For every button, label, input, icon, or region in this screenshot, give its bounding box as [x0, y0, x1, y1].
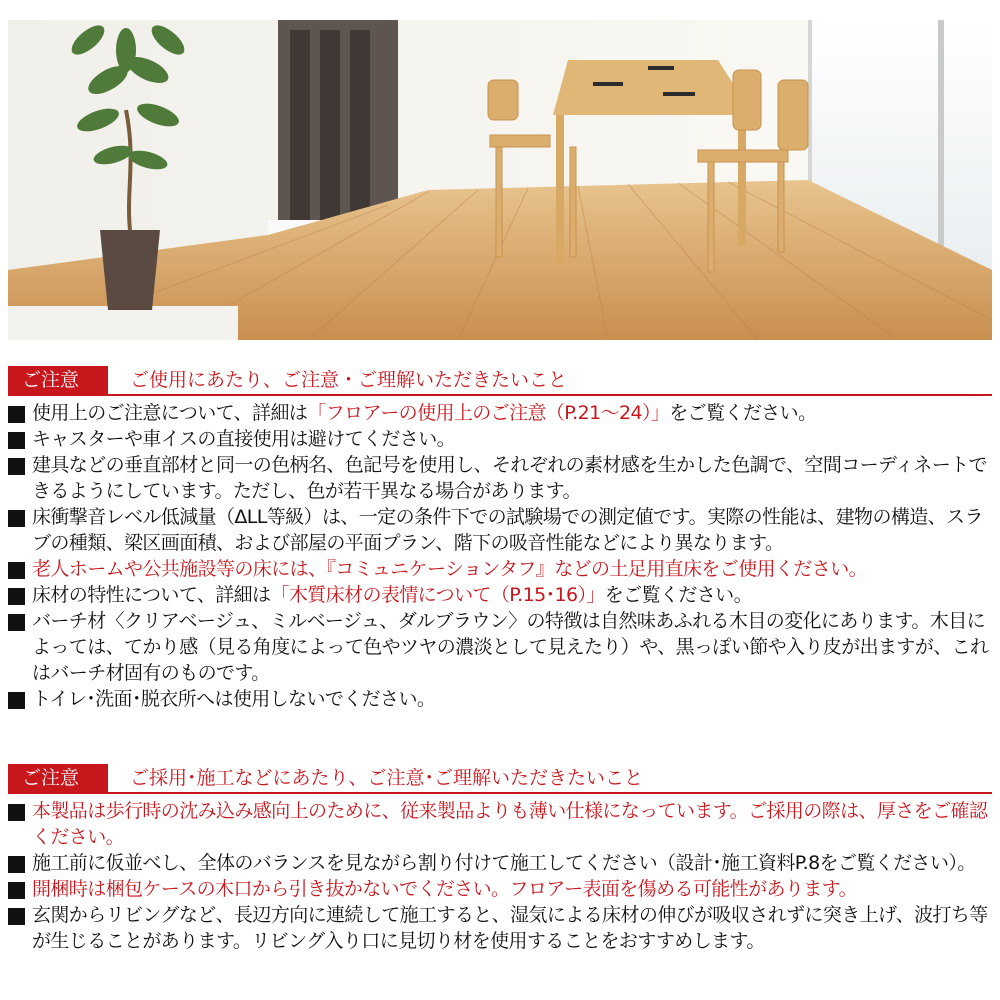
caution-tag: ご注意: [8, 366, 108, 394]
bullet-square-icon: [8, 692, 25, 709]
notice-section-installation: [8, 764, 992, 954]
list-item: 床衝撃音レベル低減量（ΔLL等級）は、一定の条件下での試験場での測定値です。実際の性能は、建物の構造、スラブの種類、梁区画面積、および部屋の平面プラン、階下の吸音性能などにより異なります。: [8, 504, 992, 556]
bullet-square-icon: [8, 510, 25, 527]
list-item: 床材の特性について、詳細は「木質床材の表情について（P.15･16）」をご覧ください。: [8, 582, 992, 608]
notice-list: [8, 400, 992, 712]
bullet-square-icon: [8, 562, 25, 579]
bullet-square-icon: [8, 406, 25, 423]
bullet-square-icon: [8, 804, 25, 821]
list-item: トイレ･洗面･脱衣所へは使用しないでください。: [8, 686, 992, 712]
list-item: 使用上のご注意について、詳細は「フロアーの使用上のご注意（P.21～24）」をご覧ください。: [8, 400, 992, 426]
reference-link-text: 「木質床材の表情について（P.15･16）」: [270, 584, 605, 606]
bullet-square-icon: [8, 458, 25, 475]
bullet-square-icon: [8, 856, 25, 873]
bullet-square-icon: [8, 908, 25, 925]
list-item-warning: 本製品は歩行時の沈み込み感向上のために、従来製品よりも薄い仕様になっています。ご採用の際は、厚さをご確認ください。: [8, 798, 992, 850]
dining-room-photo: [8, 20, 992, 340]
notice-list: [8, 798, 992, 954]
bullet-square-icon: [8, 432, 25, 449]
bullet-square-icon: [8, 614, 25, 631]
section-title: ご採用･施工などにあたり、ご注意･ご理解いただきたいこと: [130, 767, 644, 789]
list-item-warning: 老人ホームや公共施設等の床には、『コミュニケーションタフ』などの土足用直床をご使用ください。: [8, 556, 992, 582]
bullet-square-icon: [8, 588, 25, 605]
bullet-square-icon: [8, 882, 25, 899]
list-item: 建具などの垂直部材と同一の色柄名、色記号を使用し、それぞれの素材感を生かした色調で、空間コーディネートできるようにしています。ただし、色が若干異なる場合があります。: [8, 452, 992, 504]
section-header: [8, 366, 992, 396]
list-item-warning: 開梱時は梱包ケースの木口から引き抜かないでください。フロアー表面を傷める可能性があります。: [8, 876, 992, 902]
list-item: キャスターや車イスの直接使用は避けてください。: [8, 426, 992, 452]
list-item: 玄関からリビングなど、長辺方向に連続して施工すると、湿気による床材の伸びが吸収されずに突き上げ、波打ち等が生じることがあります。リビング入り口に見切り材を使用することをおすすめします。: [8, 902, 992, 954]
section-header: [8, 764, 992, 794]
reference-link-text: 「フロアーの使用上のご注意（P.21～24）」: [307, 402, 670, 424]
notice-section-usage: [8, 366, 992, 712]
caution-tag: ご注意: [8, 764, 108, 792]
list-item: 施工前に仮並べし、全体のバランスを見ながら割り付けて施工してください（設計･施工資料P.8をご覧ください）。: [8, 850, 992, 876]
list-item: バーチ材〈クリアベージュ、ミルベージュ、ダルブラウン〉の特徴は自然味あふれる木目の変化にあります。木目によっては、てかり感（見る角度によって色やツヤの濃淡として見えたり）や、黒っぽい節や入り皮が出ますが、これはバーチ材固有のものです。: [8, 608, 992, 686]
section-title: ご使用にあたり、ご注意・ご理解いただきたいこと: [130, 369, 568, 391]
